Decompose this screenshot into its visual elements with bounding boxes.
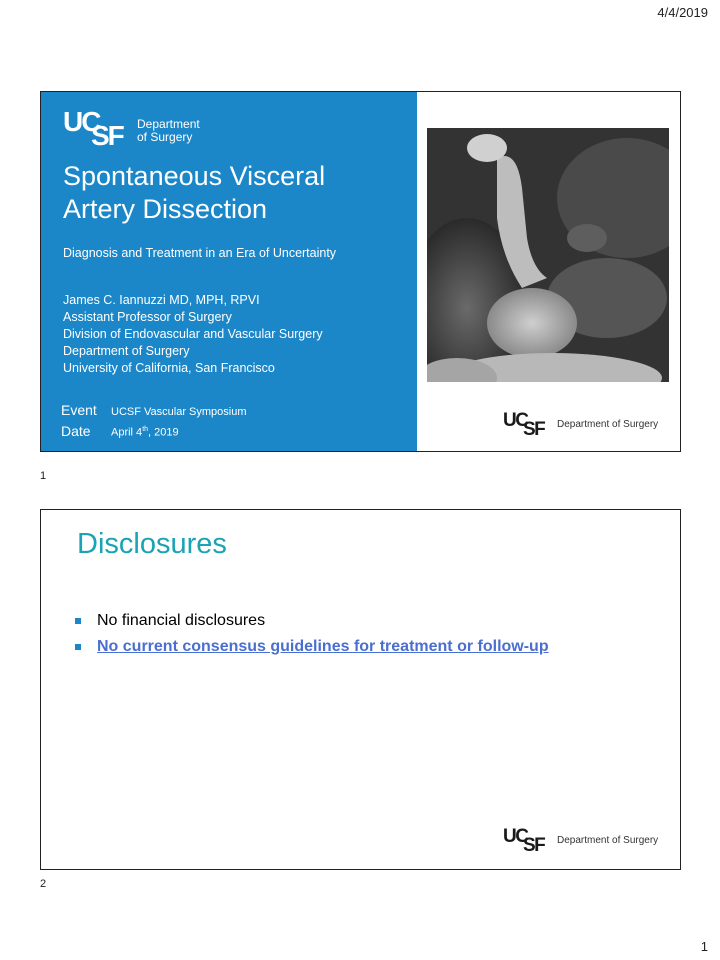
- author-department: Department of Surgery: [63, 344, 190, 358]
- event-value: UCSF Vascular Symposium: [111, 406, 247, 418]
- list-item[interactable]: [75, 638, 549, 656]
- date-label: Date: [61, 422, 91, 439]
- slide-subtitle: Diagnosis and Treatment in an Era of Uncertainty: [63, 246, 337, 260]
- page-date: 4/4/2019: [657, 5, 708, 20]
- event-block: [61, 402, 247, 442]
- ucsf-logo-mark: UC SF: [503, 410, 545, 440]
- ct-scan-image: [427, 128, 669, 382]
- event-label: Event: [61, 402, 97, 418]
- ucsf-footer-logo: [503, 826, 659, 856]
- ucsf-logo-mark: UC SF: [503, 826, 545, 856]
- logo-department-text: Department of Surgery: [137, 117, 200, 144]
- author-name: James C. Iannuzzi MD, MPH, RPVI: [63, 293, 260, 307]
- guidelines-link[interactable]: No current consensus guidelines for treatment or follow-up: [97, 638, 549, 655]
- author-position: Assistant Professor of Surgery: [63, 310, 232, 324]
- bullet-icon: [75, 618, 81, 624]
- date-value: April 4th, 2019: [111, 426, 179, 439]
- ucsf-logo-mark: UC SF: [63, 106, 123, 151]
- bullet-list: [75, 612, 549, 664]
- slide-title: Spontaneous Visceral Artery Dissection: [63, 161, 326, 224]
- author-division: Division of Endovascular and Vascular Surgery: [63, 327, 323, 341]
- slide-2-number: 2: [40, 878, 47, 890]
- page-number: 1: [700, 939, 708, 954]
- list-item: [75, 612, 549, 630]
- slide-2: [40, 509, 681, 870]
- ucsf-footer-logo: [503, 410, 659, 440]
- slide-1: [40, 91, 681, 452]
- image-panel: [417, 92, 680, 451]
- author-block: [63, 292, 323, 377]
- slide-1-number: 1: [40, 470, 47, 482]
- logo-department-text: Department of Surgery: [557, 834, 659, 846]
- ucsf-department-of-surgery-logo: [63, 108, 200, 152]
- bullet-text: No financial disclosures: [97, 612, 266, 629]
- slide-title: Disclosures: [77, 528, 227, 560]
- title-panel: [41, 92, 417, 451]
- logo-department-text: Department of Surgery: [557, 418, 659, 430]
- bullet-icon: [75, 644, 81, 650]
- author-university: University of California, San Francisco: [63, 361, 275, 375]
